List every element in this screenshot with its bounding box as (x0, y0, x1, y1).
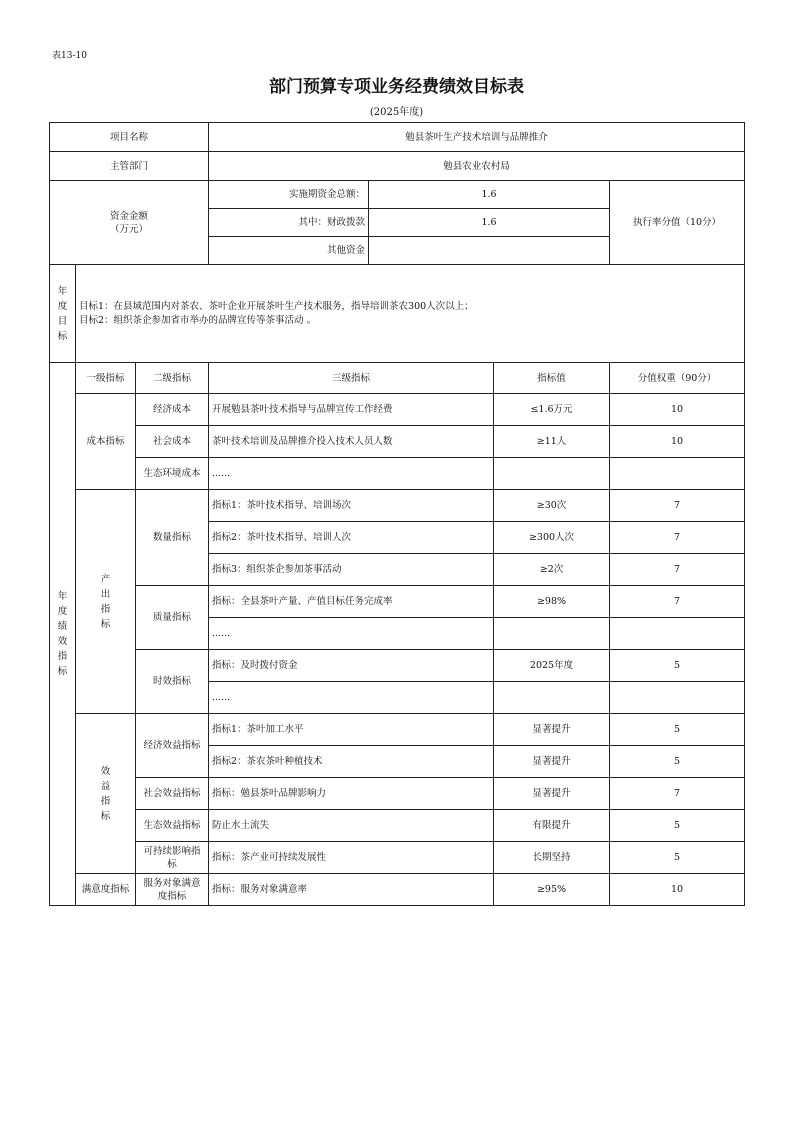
value-cell (494, 682, 610, 714)
funds-label-line1: 资金金额 (110, 210, 149, 222)
value-cell: ≥300人次 (494, 522, 610, 554)
funds-total-value: 1.6 (369, 181, 610, 209)
social-benefit-label: 社会效益指标 (136, 778, 209, 810)
weight-cell: 10 (610, 874, 745, 906)
level3-cell: ...... (209, 618, 494, 650)
value-cell: ≥95% (494, 874, 610, 906)
sustainable-impact-label: 可持续影响指标 (136, 842, 209, 874)
funds-label (50, 181, 209, 265)
weight-cell: 7 (610, 490, 745, 522)
header-value: 指标值 (494, 363, 610, 394)
value-cell: ≥11人 (494, 426, 610, 458)
table-row (50, 810, 745, 842)
weight-cell: 7 (610, 554, 745, 586)
level3-cell: 指标：及时拨付资金 (209, 650, 494, 682)
value-cell: 长期坚持 (494, 842, 610, 874)
project-name-row (50, 123, 745, 152)
level3-cell: 指标：勉县茶叶品牌影响力 (209, 778, 494, 810)
eco-benefit-label: 生态效益指标 (136, 810, 209, 842)
level3-cell: ...... (209, 682, 494, 714)
weight-cell (610, 682, 745, 714)
value-cell: 有限提升 (494, 810, 610, 842)
table-code: 表13-10 (52, 51, 87, 61)
funds-other-label: 其他资金 (209, 237, 369, 265)
goal-line-1: 目标1：在县域范围内对茶农、茶叶企业开展茶叶生产技术服务，指导培训茶农300人次以上； (79, 300, 474, 312)
table-row (50, 842, 745, 874)
indicators-side-label: 年 度 绩 效 指 标 (50, 363, 76, 906)
table-row (50, 586, 745, 618)
goal-line-2: 目标2：组织茶企参加省市举办的品牌宣传等茶事活动 。 (79, 314, 317, 326)
level3-cell: 指标：全县茶叶产量、产值目标任务完成率 (209, 586, 494, 618)
value-cell: ≥2次 (494, 554, 610, 586)
weight-cell: 10 (610, 426, 745, 458)
performance-target-table (49, 122, 745, 906)
department-label: 主管部门 (50, 152, 209, 181)
funds-total-row (50, 181, 745, 209)
department-value: 勉县农业农村局 (209, 152, 745, 181)
level2-cell: 社会成本 (136, 426, 209, 458)
weight-cell: 5 (610, 842, 745, 874)
exec-rate-label: 执行率分值（10分） (610, 181, 745, 265)
level3-cell: 防止水土流失 (209, 810, 494, 842)
value-cell: 显著提升 (494, 714, 610, 746)
header-level1: 一级指标 (76, 363, 136, 394)
cost-indicator-label: 成本指标 (76, 394, 136, 490)
level3-cell: 指标：服务对象满意率 (209, 874, 494, 906)
project-name-value: 勉县茶叶生产技术培训与品牌推介 (209, 123, 745, 152)
funds-fiscal-value: 1.6 (369, 209, 610, 237)
indicator-header-row (50, 363, 745, 394)
annual-goals-row (50, 265, 745, 363)
header-level3: 三级指标 (209, 363, 494, 394)
weight-cell (610, 458, 745, 490)
table-row (50, 426, 745, 458)
table-row (50, 490, 745, 522)
project-name-label: 项目名称 (50, 123, 209, 152)
weight-cell: 10 (610, 394, 745, 426)
value-cell: 2025年度 (494, 650, 610, 682)
table-row (50, 714, 745, 746)
weight-cell: 7 (610, 586, 745, 618)
level3-cell: 指标1：茶叶技术指导、培训场次 (209, 490, 494, 522)
goals-side-label: 年 度 目 标 (50, 265, 76, 363)
satisfaction-indicator-label: 满意度指标 (76, 874, 136, 906)
value-cell: ≥98% (494, 586, 610, 618)
header-weight: 分值权重（90分） (610, 363, 745, 394)
weight-cell: 5 (610, 714, 745, 746)
level3-cell: 指标2：茶叶技术指导、培训人次 (209, 522, 494, 554)
weight-cell: 7 (610, 778, 745, 810)
level3-cell: 指标：茶产业可持续发展性 (209, 842, 494, 874)
value-cell (494, 618, 610, 650)
budget-year: (2025年度) (369, 107, 424, 118)
table-row (50, 874, 745, 906)
table-row (50, 394, 745, 426)
level2-cell: 生态环境成本 (136, 458, 209, 490)
economic-benefit-label: 经济效益指标 (136, 714, 209, 778)
benefit-indicator-label: 效 益 指 标 (76, 714, 136, 874)
level2-cell: 经济成本 (136, 394, 209, 426)
value-cell: ≤1.6万元 (494, 394, 610, 426)
weight-cell: 5 (610, 650, 745, 682)
page-title: 部门预算专项业务经费绩效目标表 (269, 77, 524, 97)
weight-cell (610, 618, 745, 650)
level3-cell: 指标3：组织茶企参加茶事活动 (209, 554, 494, 586)
value-cell: 显著提升 (494, 746, 610, 778)
level3-cell: 指标2：茶农茶叶种植技术 (209, 746, 494, 778)
level3-cell: ...... (209, 458, 494, 490)
department-row (50, 152, 745, 181)
level2-cell: 服务对象满意度指标 (136, 874, 209, 906)
weight-cell: 7 (610, 522, 745, 554)
header-level2: 二级指标 (136, 363, 209, 394)
level3-cell: 开展勉县茶叶技术指导与品牌宣传工作经费 (209, 394, 494, 426)
quantity-indicator-label: 数量指标 (136, 490, 209, 586)
quality-indicator-label: 质量指标 (136, 586, 209, 650)
level3-cell: 茶叶技术培训及品牌推介投入技术人员人数 (209, 426, 494, 458)
funds-label-line2: （万元） (110, 223, 149, 235)
goals-text (76, 265, 745, 363)
output-indicator-label: 产 出 指 标 (76, 490, 136, 714)
value-cell (494, 458, 610, 490)
table-row (50, 650, 745, 682)
funds-other-value (369, 237, 610, 265)
value-cell: 显著提升 (494, 778, 610, 810)
funds-total-label: 实施期资金总额： (209, 181, 369, 209)
table-row (50, 458, 745, 490)
table-row (50, 778, 745, 810)
value-cell: ≥30次 (494, 490, 610, 522)
time-indicator-label: 时效指标 (136, 650, 209, 714)
weight-cell: 5 (610, 746, 745, 778)
funds-fiscal-label: 其中：财政拨款 (209, 209, 369, 237)
level3-cell: 指标1：茶叶加工水平 (209, 714, 494, 746)
weight-cell: 5 (610, 810, 745, 842)
